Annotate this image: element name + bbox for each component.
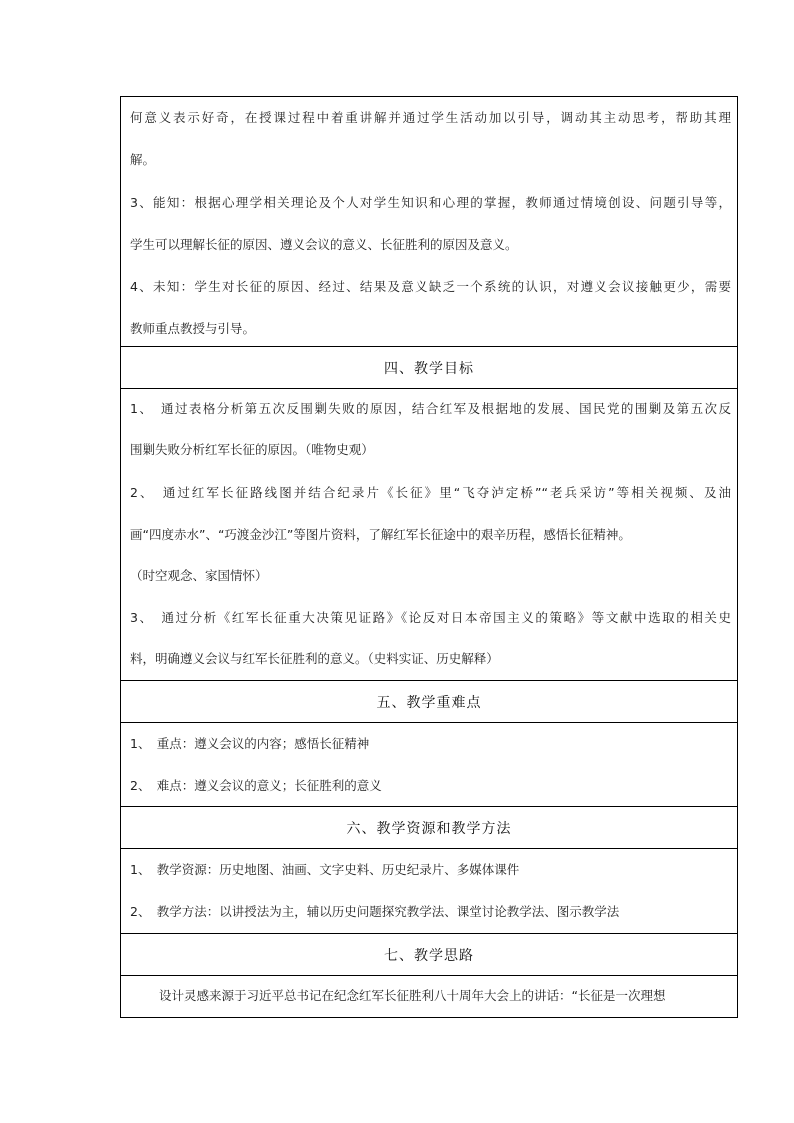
goal-line: 围剿失败分析红军长征的原因。（唯物史观） [130, 442, 374, 457]
goal-line: 3、 通过分析《红军长征重大决策见证路》《论反对日本帝国主义的策略》等文献中选取的相关史 [130, 610, 731, 625]
analysis-line: 何意义表示好奇，在授课过程中着重讲解并通过学生活动加以引导，调动其主动思考，帮助其理 [130, 110, 731, 125]
keypoint-line: 2、 难点：遵义会议的意义；长征胜利的意义 [130, 778, 382, 793]
resources-title: 六、教学资源和教学方法 [346, 820, 512, 837]
goal-line: 料，明确遵义会议与红军长征胜利的意义。（史料实证、历史解释） [130, 651, 499, 666]
goals-title: 四、教学目标 [384, 360, 474, 377]
goals-heading [121, 347, 737, 389]
goal-line: 2、 通过红军长征路线图并结合纪录片《长征》里“飞夺泸定桥”“老兵采访”等相关视频、及油 [130, 485, 731, 500]
approach-section [121, 976, 737, 1017]
analysis-line: 学生可以理解长征的原因、遵义会议的意义、长征胜利的原因及意义。 [130, 237, 518, 252]
analysis-line: 3、能知：根据心理学相关理论及个人对学生知识和心理的掌握，教师通过情境创设、问题引导等， [130, 195, 731, 210]
approach-heading [121, 934, 737, 976]
goal-line: 1、 通过表格分析第五次反围剿失败的原因，结合红军及根据地的发展、国民党的围剿及第五次反 [130, 401, 731, 416]
keypoint-line: 1、 重点：遵义会议的内容；感悟长征精神 [130, 736, 370, 751]
approach-title: 七、教学思路 [384, 947, 474, 964]
resources-section [121, 849, 737, 934]
analysis-line: 教师重点教授与引导。 [130, 321, 256, 336]
lesson-plan-table [120, 96, 738, 1018]
keypoints-title: 五、教学重难点 [376, 694, 482, 711]
resources-heading [121, 807, 737, 849]
analysis-line: 解。 [130, 152, 156, 167]
goals-section [121, 389, 737, 681]
approach-line: 设计灵感来源于习近平总书记在纪念红军长征胜利八十周年大会上的讲话：“长征是一次理想 [159, 988, 666, 1003]
resource-line: 1、 教学资源：历史地图、油画、文字史料、历史纪录片、多媒体课件 [130, 862, 520, 877]
goal-line: 画“四度赤水”、“巧渡金沙江”等图片资料，了解红军长征途中的艰辛历程，感悟长征精神。 [130, 527, 631, 542]
keypoints-section [121, 723, 737, 807]
student-analysis-section [121, 97, 737, 347]
goal-line: （时空观念、家国情怀） [130, 568, 268, 583]
resource-line: 2、 教学方法：以讲授法为主，辅以历史问题探究教学法、课堂讨论教学法、图示教学法 [130, 904, 620, 919]
keypoints-heading [121, 681, 737, 723]
analysis-line: 4、未知：学生对长征的原因、经过、结果及意义缺乏一个系统的认识，对遵义会议接触更少，需要 [130, 279, 731, 294]
